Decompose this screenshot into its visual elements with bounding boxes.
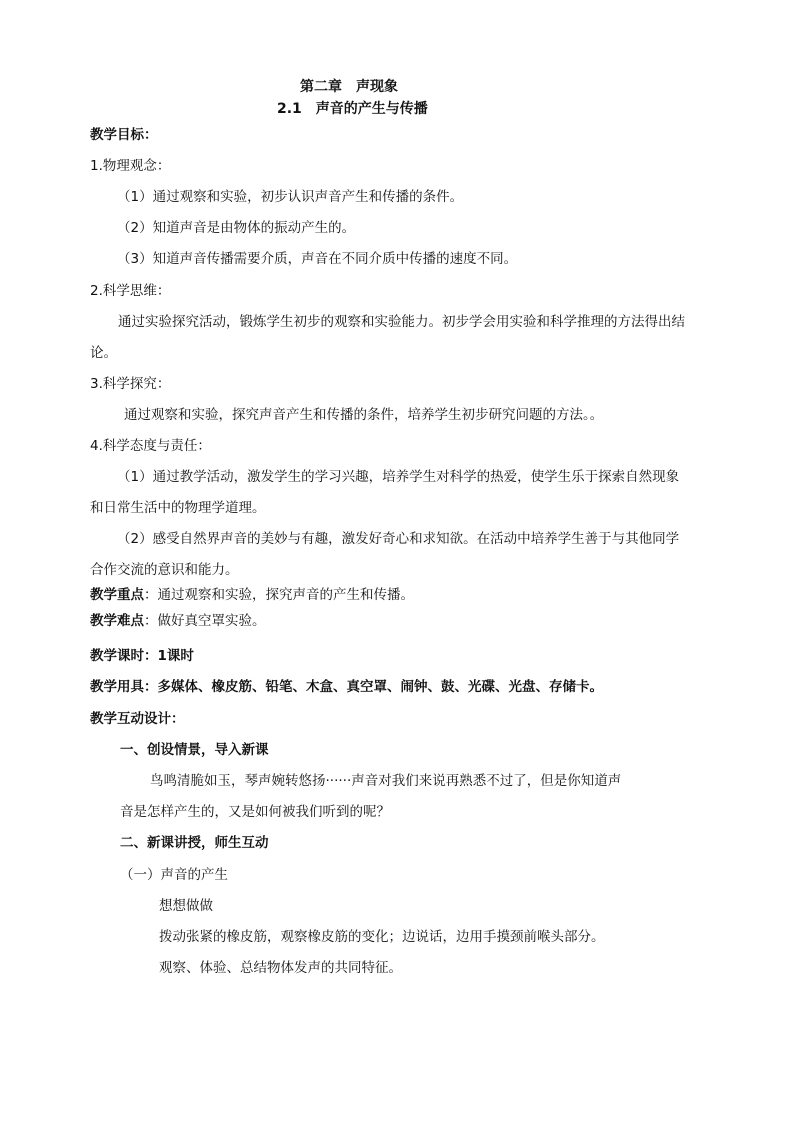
part2-step-2: 观察、体验、总结物体发声的共同特征。 — [159, 960, 402, 976]
scientific-inquiry-text: 通过观察和实验，探究声音产生和传播的条件，培养学生初步研究问题的方法。。 — [124, 407, 604, 423]
section-title: 2.1 声音的产生与传播 — [277, 101, 428, 117]
attitude-item-1-line-2: 和日常生活中的物理学道理。 — [90, 500, 266, 516]
design-heading: 教学互动设计： — [90, 711, 185, 727]
attitude-item-2-line-2: 合作交流的意识和能力。 — [90, 562, 239, 578]
part2-think: 想想做做 — [159, 898, 213, 914]
part1-title: 一、创设情景，导入新课 — [120, 742, 269, 758]
physics-concept-label: 1.物理观念： — [90, 158, 171, 174]
tools-row — [90, 678, 603, 696]
physics-concept-item-3: （3）知道声音传播需要介质，声音在不同介质中传播的速度不同。 — [117, 251, 518, 267]
key-point-row — [90, 586, 414, 604]
attitude-item-2-line-1: （2）感受自然界声音的美妙与有趣，激发好奇心和求知欲。在活动中培养学生善于与其他同学 — [117, 531, 680, 547]
part2-title: 二、新课讲授，师生互动 — [120, 835, 269, 851]
attitude-item-1-line-1: （1）通过教学活动，激发学生的学习兴趣，培养学生对科学的热爱，使学生乐于探索自然现象 — [117, 469, 680, 485]
scientific-thinking-line-2: 论。 — [90, 345, 117, 361]
difficulty-row — [90, 612, 266, 630]
difficulty-label: 教学难点 — [90, 613, 144, 629]
part1-line-2: 音是怎样产生的，又是如何被我们听到的呢？ — [120, 804, 390, 820]
scientific-thinking-label: 2.科学思维： — [90, 283, 171, 299]
scientific-thinking-line-1: 通过实验探究活动，锻炼学生初步的观察和实验能力。初步学会用实验和科学推理的方法得出结 — [118, 314, 685, 330]
tools-text: 多媒体、橡皮筋、铅笔、木盒、真空罩、闹钟、鼓、光碟、光盘、存储卡。 — [157, 679, 603, 695]
physics-concept-item-2: （2）知道声音是由物体的振动产生的。 — [117, 220, 356, 236]
part1-line-1: 鸟鸣清脆如玉，琴声婉转悠扬······声音对我们来说再熟悉不过了，但是你知道声 — [150, 773, 622, 789]
hours-label: 教学课时： — [90, 648, 158, 664]
hours-text: 1课时 — [157, 648, 194, 664]
key-point-text: ：通过观察和实验，探究声音的产生和传播。 — [144, 587, 414, 603]
key-point-label: 教学重点 — [90, 587, 144, 603]
hours-row — [90, 647, 194, 665]
scientific-inquiry-label: 3.科学探究： — [90, 376, 171, 392]
goals-heading: 教学目标： — [90, 127, 158, 143]
tools-label: 教学用具： — [90, 679, 158, 695]
difficulty-text: ：做好真空罩实验。 — [144, 613, 266, 629]
chapter-title: 第二章 声现象 — [300, 79, 398, 95]
physics-concept-item-1: （1）通过观察和实验，初步认识声音产生和传播的条件。 — [117, 189, 464, 205]
part2-step-1: 拨动张紧的橡皮筋，观察橡皮筋的变化；边说话，边用手摸颈前喉头部分。 — [159, 929, 605, 945]
part2-sub-1: （一）声音的产生 — [120, 867, 228, 883]
attitude-label: 4.科学态度与责任： — [90, 438, 211, 454]
